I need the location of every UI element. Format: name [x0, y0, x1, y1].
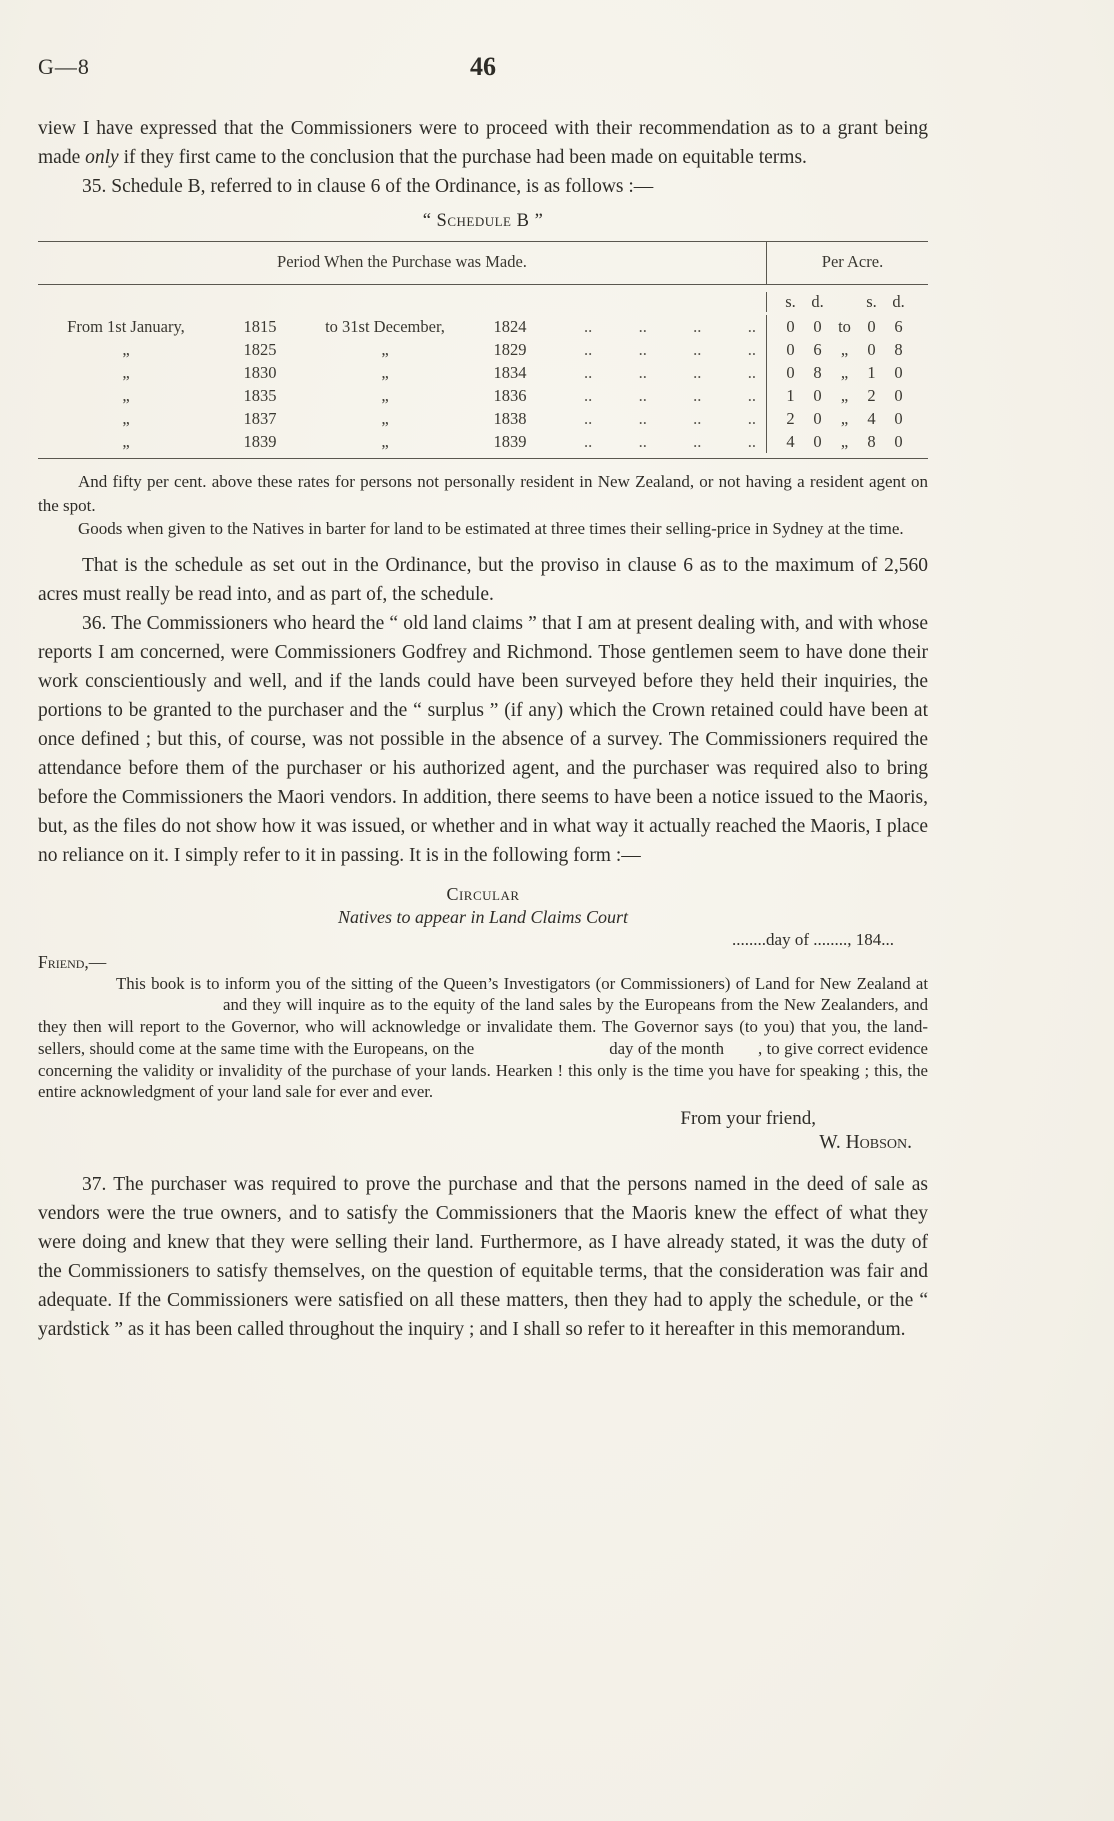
- rate-d1: 0: [813, 409, 822, 428]
- table-row: [38, 384, 928, 407]
- rate-d2: 0: [894, 409, 903, 428]
- dot-leader: ..: [693, 386, 702, 405]
- period-from-label: „: [122, 386, 130, 405]
- period-to-label: „: [381, 432, 389, 451]
- table-row: [38, 361, 928, 384]
- period-cell: [38, 407, 766, 430]
- units-cell: [766, 292, 928, 312]
- table-header-row: [38, 242, 928, 285]
- rate-d2: 6: [894, 317, 903, 336]
- column-header-period: Period When the Purchase was Made.: [277, 252, 527, 271]
- period-to-label: to 31st December,: [325, 317, 445, 336]
- rate-s2: 0: [867, 317, 876, 336]
- column-header-per-acre: Per Acre.: [766, 242, 928, 284]
- paragraph-continuation: [38, 114, 928, 172]
- dot-leader: ..: [693, 340, 702, 359]
- dot-leader: ..: [584, 363, 593, 382]
- dot-leader: ..: [693, 317, 702, 336]
- rate-s1: 0: [786, 317, 795, 336]
- period-from-year: 1835: [243, 386, 277, 405]
- paragraph-37: 37. The purchaser was required to prove the purchase and that the persons named in the deed of sale as vendors were the true owners, and to satisfy the Commissioners that the Maoris knew the effect of what they were doing and knew that they were selling their land. Furthermore, as I have already stated, it was the duty of the Commissioners to satisfy themselves, on the question of equitable terms, that the consideration was fair and adequate. If the Commissioners were satisfied on all these matters, then they had to apply the schedule, or the “ yardstick ” as it has been called throughout the inquiry ; and I shall so refer to it hereafter in this memorandum.: [38, 1174, 928, 1341]
- period-to-label: „: [381, 386, 389, 405]
- schedule-b-title: “ Schedule B ”: [422, 211, 544, 231]
- rate-s1: 0: [786, 340, 795, 359]
- period-from-label: „: [122, 432, 130, 451]
- dot-leader: ..: [638, 432, 647, 451]
- dot-leader: ..: [747, 432, 756, 451]
- rate-s1: 1: [786, 386, 795, 405]
- dot-leader: ..: [584, 432, 593, 451]
- circular-salutation: Friend,—: [38, 951, 107, 972]
- page-number: 46: [470, 52, 496, 81]
- document-reference: G—8: [38, 54, 90, 79]
- rate-conjunction: „: [840, 363, 849, 382]
- units-row: [38, 285, 928, 315]
- rate-s2: 0: [867, 340, 876, 359]
- circular-body: [38, 973, 928, 1104]
- period-cell: [38, 338, 766, 361]
- schedule-b-table: [38, 241, 928, 459]
- dot-leader: ..: [693, 363, 702, 382]
- period-from-label: „: [122, 340, 130, 359]
- period-to-year: 1829: [493, 340, 527, 359]
- dot-leader: ..: [584, 317, 593, 336]
- rate-s1: 0: [786, 363, 795, 382]
- unit-pence: d.: [892, 292, 905, 311]
- note-goods-barter: Goods when given to the Natives in barter for land to be estimated at three times their selling-price in Sydney at the time.: [78, 519, 904, 538]
- period-from-label: From 1st January,: [67, 317, 185, 336]
- rate-d1: 0: [813, 317, 822, 336]
- period-to-label: „: [381, 363, 389, 382]
- rate-conjunction: „: [840, 386, 849, 405]
- rate-d2: 0: [894, 386, 903, 405]
- rate-s1: 2: [786, 409, 795, 428]
- period-to-year: 1838: [493, 409, 527, 428]
- period-to-label: „: [381, 340, 389, 359]
- period-to-year: 1839: [493, 432, 527, 451]
- dot-leaders: [556, 407, 766, 430]
- dot-leader: ..: [747, 317, 756, 336]
- rate-cell: [766, 407, 928, 430]
- rate-d1: 6: [813, 340, 822, 359]
- period-cell: [38, 315, 766, 338]
- period-cell: [38, 361, 766, 384]
- period-to-year: 1824: [493, 317, 527, 336]
- unit-shillings: s.: [785, 292, 796, 311]
- page-header: [38, 52, 928, 88]
- rate-cell: [766, 430, 928, 453]
- dot-leader: ..: [638, 409, 647, 428]
- rate-conjunction: to: [838, 317, 851, 336]
- unit-shillings: s.: [866, 292, 877, 311]
- unit-pence: d.: [811, 292, 824, 311]
- circular-date-line: ........day of ........, 184...: [732, 929, 894, 949]
- rate-d2: 8: [894, 340, 903, 359]
- dot-leaders: [556, 361, 766, 384]
- blank-space: [724, 1052, 758, 1054]
- dot-leader: ..: [747, 409, 756, 428]
- period-from-label: „: [122, 409, 130, 428]
- rate-s2: 4: [867, 409, 876, 428]
- rate-d1: 0: [813, 432, 822, 451]
- period-from-year: 1815: [243, 317, 277, 336]
- rate-conjunction: „: [840, 340, 849, 359]
- period-cell: [38, 384, 766, 407]
- rate-cell: [766, 384, 928, 407]
- table-row: [38, 338, 928, 361]
- intro-text-before: view I have expressed that the Commissioners were to proceed with their recommendation as to a grant being made: [38, 118, 928, 168]
- paragraph-36: 36. The Commissioners who heard the “ old land claims ” that I am at present dealing with, and with whose reports I am concerned, were Commissioners Godfrey and Richmond. Those gentlemen seem to have done their work conscientiously and well, and if the lands could have been surveyed before they held their inquiries, the portions to be granted to the purchaser and the “ surplus ” (if any) which the Crown retained could have been at once defined ; but this, of course, was not possible in the absence of a survey. The Commissioners required the attendance before them of the purchaser or his authorized agent, and the purchaser was required also to bring before the Commissioners the Maori vendors. In addition, there seems to have been a notice issued to the Maoris, but, as the files do not show how it was issued, or whether and in what way it actually reached the Maoris, I place no reliance on it. I simply refer to it in passing. It is in the following form :—: [38, 612, 928, 866]
- dot-leader: ..: [638, 340, 647, 359]
- table-row: [38, 430, 928, 453]
- period-to-label: „: [381, 409, 389, 428]
- dot-leader: ..: [693, 432, 702, 451]
- dot-leader: ..: [747, 363, 756, 382]
- rate-cell: [766, 338, 928, 361]
- dot-leader: ..: [584, 340, 593, 359]
- circular-body-part: day of the month: [609, 1038, 725, 1058]
- circular-signature: W. Hobson.: [819, 1132, 912, 1154]
- paragraph-35: 35. Schedule B, referred to in clause 6 of the Ordinance, is as follows :—: [82, 176, 654, 197]
- period-to-year: 1834: [493, 363, 527, 382]
- dot-leader: ..: [747, 340, 756, 359]
- rate-s2: 1: [867, 363, 876, 382]
- schedule-notes: [38, 470, 928, 541]
- dot-leader: ..: [693, 409, 702, 428]
- period-from-year: 1825: [243, 340, 277, 359]
- rate-s2: 2: [867, 386, 876, 405]
- dot-leader: ..: [638, 386, 647, 405]
- rate-d1: 8: [813, 363, 822, 382]
- period-from-year: 1837: [243, 409, 277, 428]
- rate-cell: [766, 315, 928, 338]
- table-row: [38, 407, 928, 430]
- rate-d1: 0: [813, 386, 822, 405]
- period-cell: [38, 430, 766, 453]
- rate-cell: [766, 361, 928, 384]
- period-from-year: 1839: [243, 432, 277, 451]
- dot-leader: ..: [584, 386, 593, 405]
- period-from-label: „: [122, 363, 130, 382]
- dot-leaders: [556, 384, 766, 407]
- rate-d2: 0: [894, 432, 903, 451]
- rate-conjunction: „: [840, 432, 849, 451]
- circular-body-part: and they will inquire as to the equity of the land sales by the Europeans from the New Zealanders, and they then will report to the Governor, who will acknowledge or invalidate them. The Governor says (to you) that you, the land-sellers, should come at the same time with the Europeans, on the: [38, 995, 928, 1058]
- circular-subtitle: Natives to appear in Land Claims Court: [337, 906, 629, 927]
- units-row-spacer: [38, 292, 766, 312]
- dot-leader: ..: [747, 386, 756, 405]
- intro-text-after: if they first came to the conclusion that the purchase had been made on equitable terms.: [118, 147, 807, 168]
- note-non-residents: And fifty per cent. above these rates for persons not personally resident in New Zealand, or not having a resident agent on the spot.: [38, 472, 928, 515]
- period-from-year: 1830: [243, 363, 277, 382]
- dot-leader: ..: [638, 317, 647, 336]
- blank-space: [38, 1008, 223, 1010]
- table-body: [38, 285, 928, 458]
- rate-s2: 8: [867, 432, 876, 451]
- dot-leaders: [556, 315, 766, 338]
- dot-leaders: [556, 430, 766, 453]
- circular-body-part: This book is to inform you of the sitting of the Queen’s Investigators (or Commissioners) of Land for New Zealand at: [116, 973, 928, 993]
- circular-heading: Circular: [446, 883, 520, 904]
- dot-leaders: [556, 338, 766, 361]
- circular-closing: From your friend,: [680, 1108, 816, 1130]
- period-to-year: 1836: [493, 386, 527, 405]
- circular-body-part: , to give correct evidence concerning the validity or invalidity of the purchase of your lands. Hearken ! this only is the time you have for speaking ; this, the entire acknowledgment of your land sale for ever and ever.: [38, 1038, 929, 1102]
- dot-leader: ..: [584, 409, 593, 428]
- dot-leader: ..: [638, 363, 647, 382]
- rate-conjunction: „: [840, 409, 849, 428]
- blank-space: [474, 1052, 609, 1054]
- table-row: [38, 315, 928, 338]
- rate-d2: 0: [894, 363, 903, 382]
- intro-italic-word: only: [85, 147, 119, 168]
- rate-s1: 4: [786, 432, 795, 451]
- paragraph-schedule-comment: That is the schedule as set out in the Ordinance, but the proviso in clause 6 as to the maximum of 2,560 acres must really be read into, and as part of, the schedule.: [38, 554, 928, 605]
- circular-section: [38, 884, 928, 1155]
